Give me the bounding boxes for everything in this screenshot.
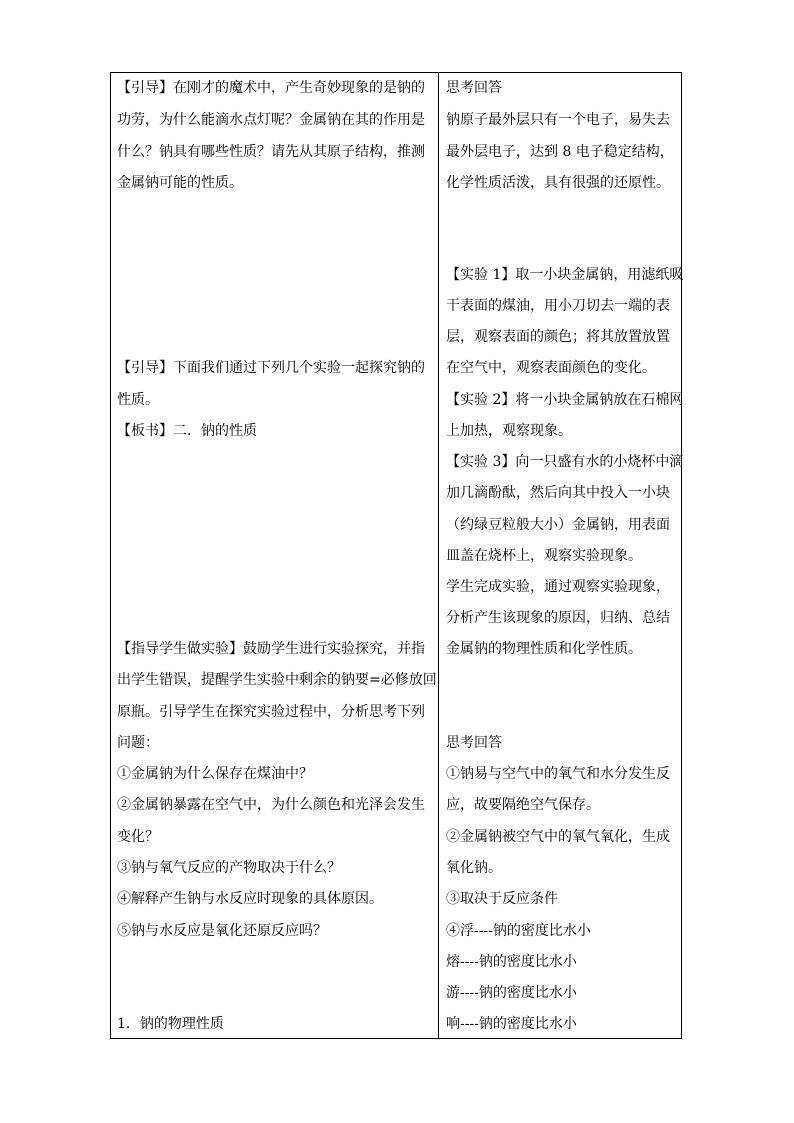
left-line: 问题： xyxy=(117,735,159,751)
right-line: （约绿豆粒般大小）金属钠，用表面 xyxy=(446,517,670,533)
left-line: 什么？钠具有哪些性质？请先从其原子结构，推测 xyxy=(117,144,425,160)
right-line: 金属钠的物理性质和化学性质。 xyxy=(446,641,642,657)
right-line: 分析产生该现象的原因，归纳、总结 xyxy=(446,610,670,626)
column-divider xyxy=(438,72,439,1039)
right-line: 化学性质活泼，具有很强的还原性。 xyxy=(446,175,670,191)
left-line: 【引导】下面我们通过下列几个实验一起探究钠的 xyxy=(117,360,425,376)
right-line: 游----钠的密度比水小 xyxy=(446,985,577,1001)
left-line: 变化？ xyxy=(117,829,159,845)
right-line: 最外层电子，达到 8 电子稳定结构， xyxy=(446,144,674,160)
right-line: 【实验 1】取一小块金属钠，用滤纸吸 xyxy=(446,267,684,283)
left-line: 出学生错误，提醒学生实验中剩余的钠要=必修放回 xyxy=(117,672,437,688)
right-line: 思考回答 xyxy=(446,80,502,96)
left-line: ③钠与氧气反应的产物取决于什么？ xyxy=(117,860,341,876)
left-line: 原瓶。引导学生在探究实验过程中，分析思考下列 xyxy=(117,704,425,720)
right-line: 层，观察表面的颜色；将其放置放置 xyxy=(446,329,670,345)
right-line: 学生完成实验，通过观察实验现象， xyxy=(446,579,670,595)
left-line: ④解释产生钠与水反应时现象的具体原因。 xyxy=(117,891,383,907)
left-line: ②金属钠暴露在空气中，为什么颜色和光泽会发生 xyxy=(117,797,425,813)
right-line: 钠原子最外层只有一个电子，易失去 xyxy=(446,112,670,128)
left-line: 金属钠可能的性质。 xyxy=(117,175,243,191)
right-line: 上加热，观察现象。 xyxy=(446,423,572,439)
left-line: 1．钠的物理性质 xyxy=(117,1016,224,1032)
left-line: 性质。 xyxy=(117,392,159,408)
left-line: 【指导学生做实验】鼓励学生进行实验探究，并指 xyxy=(117,641,425,657)
right-line: 在空气中，观察表面颜色的变化。 xyxy=(446,360,656,376)
right-line: 【实验 3】向一只盛有水的小烧杯中滴 xyxy=(446,454,684,470)
left-line: 功劳，为什么能滴水点灯呢？金属钠在其的作用是 xyxy=(117,112,425,128)
right-line: ①钠易与空气中的氧气和水分发生反 xyxy=(446,766,670,782)
right-line: 【实验 2】将一小块金属钠放在石棉网 xyxy=(446,392,684,408)
right-line: ②金属钠被空气中的氧气氧化，生成 xyxy=(446,829,670,845)
right-line: 思考回答 xyxy=(446,735,502,751)
left-line: ⑤钠与水反应是氧化还原反应吗？ xyxy=(117,923,327,939)
right-line: 应，故要隔绝空气保存。 xyxy=(446,797,600,813)
left-line: 【引导】在刚才的魔术中，产生奇妙现象的是钠的 xyxy=(117,80,425,96)
right-line: 响----钠的密度比水小 xyxy=(446,1016,577,1032)
right-line: ③取决于反应条件 xyxy=(446,891,558,907)
right-line: ④浮----钠的密度比水小 xyxy=(446,923,591,939)
left-line: ①金属钠为什么保存在煤油中？ xyxy=(117,766,313,782)
right-line: 干表面的煤油，用小刀切去一端的表 xyxy=(446,298,670,314)
right-line: 熔----钠的密度比水小 xyxy=(446,954,577,970)
right-line: 皿盖在烧杯上，观察实验现象。 xyxy=(446,548,642,564)
left-line: 【板书】二．钠的性质 xyxy=(117,423,257,439)
right-line: 加几滴酚酞，然后向其中投入一小块 xyxy=(446,485,670,501)
right-line: 氧化钠。 xyxy=(446,860,502,876)
